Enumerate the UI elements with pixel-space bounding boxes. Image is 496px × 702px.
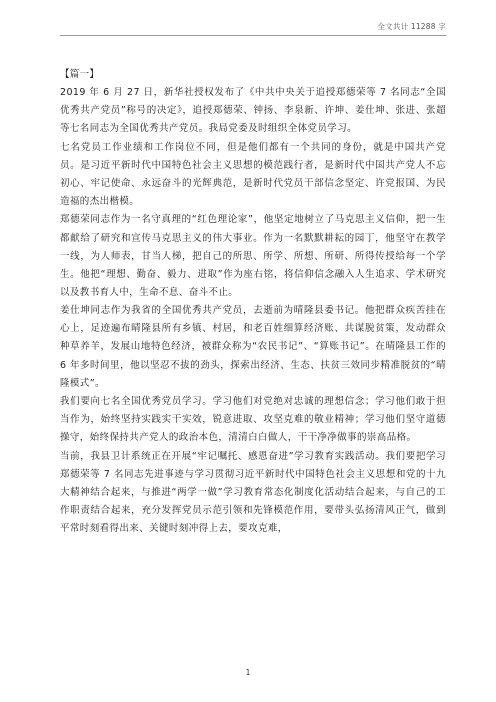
paragraph: 当前，我县卫计系统正在开展“牢记嘱托、感恩奋进”学习教育实践活动。我们要把学习郑德荣等 7 名同志先进事迹与学习贯彻习近平新时代中国特色社会主义思想和党的十九大精神结合起来，与推进“两学一做”学习教育常态化制度化活动结合起来，与自己的工作职责结合起来，充分发挥党员示范引领和先锋模范作用，要带头弘扬清风正气，做到平常时刻看得出来、关键时刻冲得上去，要攻克难， [60,450,446,535]
page-number: 1 [245,668,251,677]
word-count-label: 全文共计 11288 字 [377,22,446,31]
paragraph: 姜仕坤同志作为我省的全国优秀共产党员，去逝前为晴隆县委书记。他把群众疾苦挂在心上，足迹遍布晴隆县所有乡镇、村居，和老百姓细算经济账、共谋脱贫策，发动群众种草养羊，发展山地特色经济，被群众称为“农民书记”、“算账书记”。在晴隆县工作的 6 年多时间里，他以坚忍不拔的劲头，探索出经济、生态、扶贫三效同步精准脱贫的“晴隆模式”。 [60,305,446,389]
header-divider [60,35,446,36]
paragraph: 2019 年 6 月 27 日，新华社授权发布了《中共中央关于追授郑德荣等 7 名同志“全国优秀共产党员”称号的决定》，追授郑德荣、钟扬、李泉新、许坤、姜仕坤、张进、张超等七名同志为全国优秀共产党员。我局党委及时组织全体党员学习。 [60,87,446,135]
section-title: 【篇一】 [60,69,100,80]
document-body [60,66,446,539]
paragraph: 我们要向七名全国优秀党员学习。学习他们对党绝对忠诚的理想信念；学习他们敢于担当作为，始终坚持实践实干实效，锐意进取、攻坚克难的敬业精神；学习他们坚守道德操守，始终保持共产党人的政治本色，清清白白做人，干干净净做事的崇高品格。 [60,396,446,444]
paragraph: 七名党员工作业绩和工作岗位不同，但是他们都有一个共同的身份，就是中国共产党员。是习近平新时代中国特色社会主义思想的模范践行者，是新时代中国共产党人不忘初心、牢记使命、永远奋斗的光辉典范，是新时代党员干部信念坚定、许党报国、为民造福的杰出楷模。 [60,141,446,207]
paragraph: 郑德荣同志作为一名守真理的“红色理论家”，他坚定地树立了马克思主义信仰，把一生都献给了研究和宣传马克思主义的伟大事业。作为一名默默耕耘的园丁，他坚守在教学一线，为人师表，甘当人梯，把自己的所思、所学、所想、所研、所得传授给每一个学生。他把“理想、勤奋、毅力、进取”作为座右铭，将信仰信念融入人生追求、学术研究以及教书育人中，生命不息、奋斗不止。 [60,214,446,298]
